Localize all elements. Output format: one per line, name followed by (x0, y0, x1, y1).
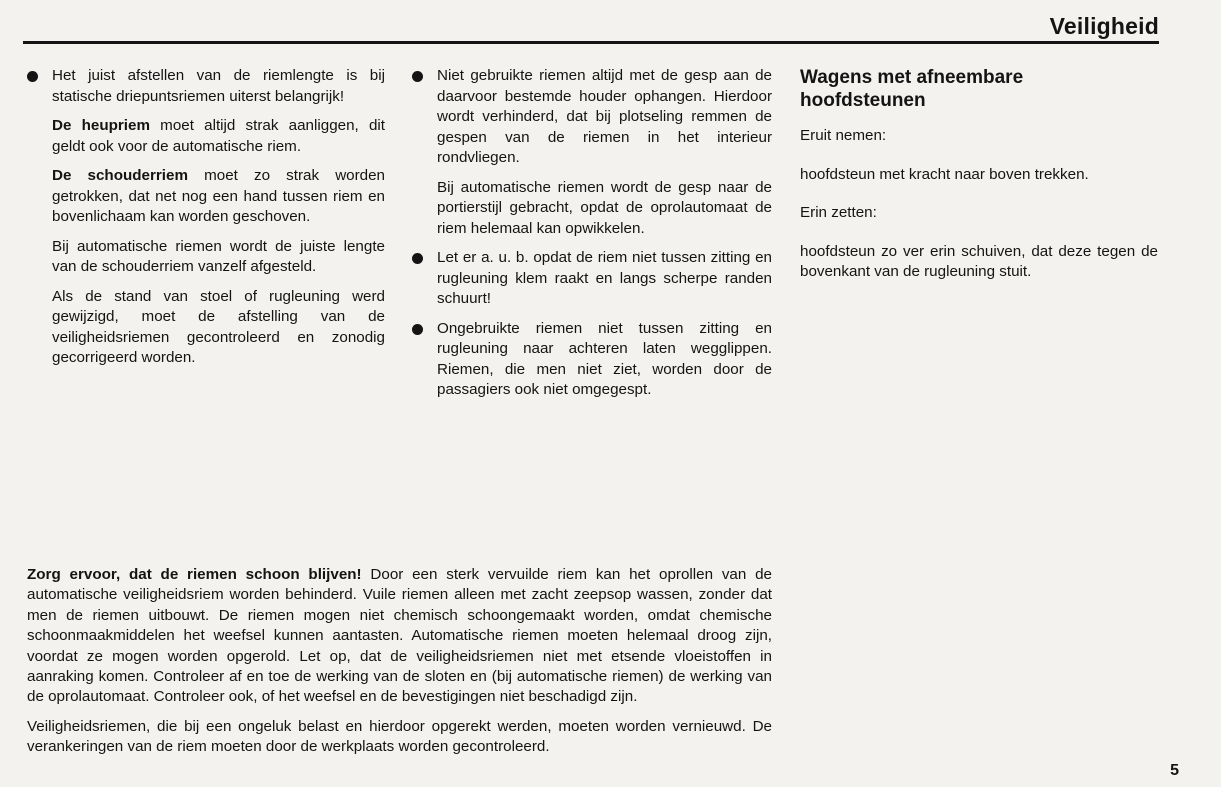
clean-label: Zorg ervoor, dat de riemen schoon blijven! (27, 566, 362, 583)
heupriem-text: moet altijd strak aanliggen, dit geldt ook voor de automatische riem. (52, 117, 385, 155)
paragraph-adjust: Als de stand van stoel of rugleuning werd gewijzigd, moet de afstelling van de veiligheidsriemen gecontroleerd en zonodig gecorrigeerd worden. (52, 287, 385, 366)
list-item (412, 66, 772, 169)
bullet-text: Het juist afstellen van de riemlengte is bij statische driepuntsriemen uiterst belangrijk! (52, 67, 385, 105)
paragraph-gesp: Bij automatische riemen wordt de gesp naar de portierstijl gebracht, opdat de oprolautomaat de riem helemaal kan opwikkelen. (437, 178, 772, 237)
left-column (27, 66, 385, 378)
paragraph-automatic: Bij automatische riemen wordt de juiste lengte van de schouderriem vanzelf afgesteld. (52, 237, 385, 275)
paragraph-heupriem (27, 116, 385, 157)
right-column (800, 66, 1158, 293)
paragraph-schouderriem (27, 166, 385, 228)
list-item (412, 248, 772, 310)
bullet-text: Let er a. u. b. opdat de riem niet tussen zitting en rugleuning klem raakt en langs scherpe randen schuurt! (437, 249, 772, 307)
header-rule (23, 41, 1159, 44)
list-item (412, 319, 772, 401)
page-number: 5 (1170, 762, 1179, 779)
schouderriem-label: De schouderriem (52, 167, 188, 184)
bullet-icon (412, 324, 423, 335)
bullet-icon (27, 71, 38, 82)
schouderriem-text: moet zo strak worden getrokken, dat net nog een hand tussen riem en bovenlichaam kan worden geschoven. (52, 167, 386, 225)
bullet-icon (412, 253, 423, 264)
page-title: Veiligheid (1049, 13, 1159, 39)
insert-text: hoofdsteun zo ver erin schuiven, dat deze tegen de bovenkant van de rugleuning stuit. (800, 242, 1158, 280)
remove-text: hoofdsteun met kracht naar boven trekken. (800, 165, 1089, 183)
bullet-text: Niet gebruikte riemen altijd met de gesp aan de daarvoor bestemde houder ophangen. Hierdoor wordt verhinderd, dat bij plotseling remmen de gespen van de riemen in het interieur rondvliegen. (437, 67, 772, 166)
list-item (27, 66, 385, 107)
heupriem-label: De heupriem (52, 117, 150, 134)
remove-label: Eruit nemen: (800, 127, 887, 144)
bullet-icon (412, 71, 423, 82)
bullet-text: Ongebruikte riemen niet tussen zitting en rugleuning naar achteren laten wegglippen. Riemen, die men niet ziet, worden door de passagiers ook niet omgegespt. (437, 319, 772, 398)
section-heading: Wagens met afneembare hoofdsteunen (800, 67, 1024, 111)
paragraph-clean (27, 565, 772, 708)
clean-text: Door een sterk vervuilde riem kan het oprollen van de automatische veiligheidsriem worden behinderd. Vuile riemen alleen met zacht zeepsop wassen, zonder dat men de riemen uitbouwt. De riemen mogen niet chemisch schoongemaakt worden, omdat chemische schoonmaakmiddelen het weefsel kunnen aantasten. Automatische riemen moeten helemaal droog zijn, voordat ze mogen worden opgerold. Let op, dat de veiligheidsriemen niet met etsende vloeistoffen in aanraking komen. Controleer af en toe de werking van de sloten en (bij automatische riemen) de werking van de oprolautomaat. Controleer ook, of het weefsel en de bevestigingen niet beschadigd zijn. (27, 566, 772, 706)
insert-label: Erin zetten: (800, 204, 877, 221)
middle-column (412, 66, 772, 410)
paragraph-replace: Veiligheidsriemen, die bij een ongeluk belast en hierdoor opgerekt werden, moeten worden vernieuwd. De verankeringen van de riem moeten door de werkplaats worden gecontroleerd. (27, 717, 772, 756)
bottom-section (27, 565, 772, 767)
